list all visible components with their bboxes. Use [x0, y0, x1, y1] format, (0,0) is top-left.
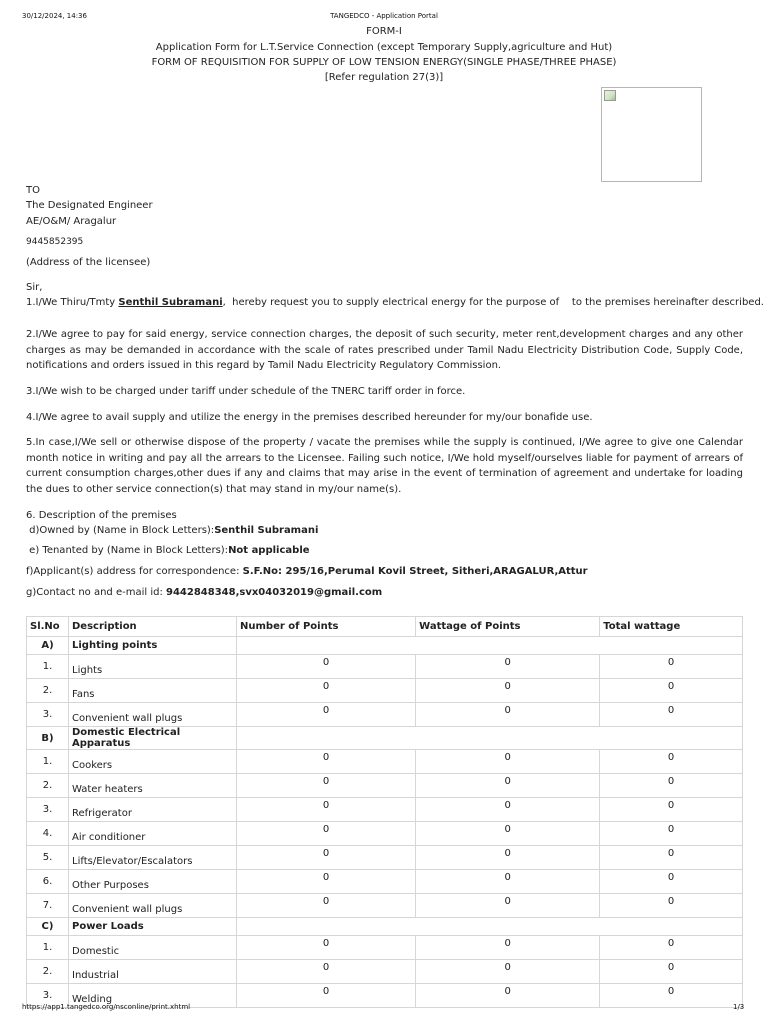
owned-by [26, 523, 318, 539]
col-total-wattage: Total wattage [600, 617, 743, 637]
address-to: TO [26, 185, 40, 196]
print-datetime: 30/12/2024, 14:36 [22, 12, 87, 20]
row-description: Cookers [69, 750, 237, 774]
row-total-wattage: 0 [600, 984, 743, 1008]
table-row [27, 798, 743, 822]
form-title: Application Form for L.T.Service Connection (except Temporary Supply,agriculture and Hut) [155, 42, 613, 53]
row-number-of-points: 0 [237, 960, 416, 984]
print-url: https://app1.tangedco.org/nsconline/print.xhtml [22, 1003, 191, 1011]
row-slno: 1. [27, 936, 69, 960]
row-description: Lights [69, 655, 237, 679]
row-number-of-points: 0 [237, 936, 416, 960]
row-slno: 3. [27, 703, 69, 727]
table-group-row [27, 637, 743, 655]
table-row [27, 679, 743, 703]
table-group-row [27, 918, 743, 936]
row-description: Lifts/Elevator/Escalators [69, 846, 237, 870]
row-total-wattage: 0 [600, 703, 743, 727]
table-row [27, 655, 743, 679]
row-total-wattage: 0 [600, 894, 743, 918]
row-slno: 2. [27, 679, 69, 703]
print-page-number: 1/3 [733, 1003, 745, 1011]
row-wattage-of-points: 0 [416, 774, 600, 798]
group-empty-cell [237, 918, 743, 936]
row-total-wattage: 0 [600, 870, 743, 894]
row-number-of-points: 0 [237, 846, 416, 870]
col-wattage-of-points: Wattage of Points [416, 617, 600, 637]
request-prefix: 1.I/We Thiru/Tmty [26, 297, 119, 308]
row-number-of-points: 0 [237, 894, 416, 918]
table-row [27, 894, 743, 918]
correspondence-address [26, 564, 588, 580]
row-description: Industrial [69, 960, 237, 984]
agreement-paragraph: 2.I/We agree to pay for said energy, service connection charges, the deposit of such security, meter rent,development charges and any other charges as may be demanded in accordance with the scale of rates prescribed under Tamil Nadu Electricity Distribution Code, Supply Code, notifications and orders issued in this regard by Tamil Nadu Electricity Regulatory Commission. [26, 329, 743, 371]
table-row [27, 750, 743, 774]
row-description: Water heaters [69, 774, 237, 798]
table-header-row [27, 617, 743, 637]
row-number-of-points: 0 [237, 984, 416, 1008]
row-number-of-points: 0 [237, 679, 416, 703]
row-slno: 2. [27, 774, 69, 798]
row-wattage-of-points: 0 [416, 846, 600, 870]
address-designation: The Designated Engineer [26, 200, 153, 211]
owned-label: d)Owned by (Name in Block Letters): [26, 525, 215, 536]
row-number-of-points: 0 [237, 703, 416, 727]
contact-info [26, 585, 382, 601]
row-number-of-points: 0 [237, 798, 416, 822]
row-wattage-of-points: 0 [416, 750, 600, 774]
col-slno: Sl.No [27, 617, 69, 637]
col-description: Description [69, 617, 237, 637]
table-row [27, 870, 743, 894]
tenant-label: e) Tenanted by (Name in Block Letters): [26, 545, 229, 556]
col-number-of-points: Number of Points [237, 617, 416, 637]
row-slno: 7. [27, 894, 69, 918]
row-slno: 3. [27, 798, 69, 822]
row-wattage-of-points: 0 [416, 936, 600, 960]
contact-value: 9442848348,svx04032019@gmail.com [166, 587, 383, 598]
form-regulation: [Refer regulation 27(3)] [324, 72, 444, 83]
table-row [27, 774, 743, 798]
group-title: Domestic Electrical Apparatus [69, 727, 237, 750]
row-wattage-of-points: 0 [416, 822, 600, 846]
row-total-wattage: 0 [600, 655, 743, 679]
row-slno: 3. [27, 984, 69, 1008]
row-wattage-of-points: 0 [416, 870, 600, 894]
row-wattage-of-points: 0 [416, 655, 600, 679]
group-empty-cell [237, 637, 743, 655]
row-description: Fans [69, 679, 237, 703]
tenant-value: Not applicable [228, 545, 310, 556]
row-wattage-of-points: 0 [416, 798, 600, 822]
row-description: Welding [69, 984, 237, 1008]
row-description: Convenient wall plugs [69, 703, 237, 727]
tenanted-by [26, 543, 310, 559]
row-slno: 2. [27, 960, 69, 984]
salutation: Sir, [26, 282, 43, 293]
group-title: Power Loads [69, 918, 237, 936]
table-group-row [27, 727, 743, 750]
group-title: Lighting points [69, 637, 237, 655]
row-total-wattage: 0 [600, 774, 743, 798]
row-description: Other Purposes [69, 870, 237, 894]
print-page-title: TANGEDCO - Application Portal [330, 12, 438, 20]
address-label: f)Applicant(s) address for correspondence: [26, 566, 243, 577]
notice-paragraph: 5.In case,I/We sell or otherwise dispose of the property / vacate the premises while the supply is continued, I/We agree to give one Calendar month notice in writing and pay all the arrears to the Licensee. Failing such notice, I/We hold myself/ourselves liable for payment of arrears of current consumption charges,other dues if any and claims that may arise in the event of termination of agreement and undertake for loading the dues to other service connection(s) that may stand in my/our name(s). [26, 437, 743, 495]
table-row [27, 846, 743, 870]
form-subtitle: FORM OF REQUISITION FOR SUPPLY OF LOW TENSION ENERGY(SINGLE PHASE/THREE PHASE) [151, 57, 617, 68]
row-description: Domestic [69, 936, 237, 960]
row-number-of-points: 0 [237, 870, 416, 894]
row-number-of-points: 0 [237, 750, 416, 774]
bonafide-paragraph: 4.I/We agree to avail supply and utilize the energy in the premises described hereunder for my/our bonafide use. [26, 412, 593, 423]
row-number-of-points: 0 [237, 774, 416, 798]
row-slno: 5. [27, 846, 69, 870]
contact-label: g)Contact no and e-mail id: [26, 587, 166, 598]
row-wattage-of-points: 0 [416, 984, 600, 1008]
premises-heading: 6. Description of the premises [26, 510, 177, 521]
row-total-wattage: 0 [600, 679, 743, 703]
owned-value: Senthil Subramani [214, 525, 319, 536]
group-code: A) [27, 637, 69, 655]
row-description: Convenient wall plugs [69, 894, 237, 918]
row-total-wattage: 0 [600, 798, 743, 822]
group-code: B) [27, 727, 69, 750]
form-number: FORM-I [366, 26, 402, 37]
row-number-of-points: 0 [237, 655, 416, 679]
row-wattage-of-points: 0 [416, 703, 600, 727]
broken-image-icon [604, 90, 616, 101]
row-slno: 4. [27, 822, 69, 846]
address-value: S.F.No: 295/16,Perumal Kovil Street, Sitheri,ARAGALUR,Attur [242, 566, 588, 577]
request-paragraph [26, 295, 764, 311]
row-total-wattage: 0 [600, 936, 743, 960]
group-code: C) [27, 918, 69, 936]
row-wattage-of-points: 0 [416, 960, 600, 984]
row-wattage-of-points: 0 [416, 894, 600, 918]
row-slno: 1. [27, 655, 69, 679]
row-description: Air conditioner [69, 822, 237, 846]
tariff-paragraph: 3.I/We wish to be charged under tariff under schedule of the TNERC tariff order in force. [26, 386, 466, 397]
applicant-name: Senthil Subramani [118, 297, 223, 308]
row-total-wattage: 0 [600, 846, 743, 870]
table-row [27, 822, 743, 846]
row-slno: 6. [27, 870, 69, 894]
table-body [27, 637, 743, 1008]
row-total-wattage: 0 [600, 750, 743, 774]
address-phone: 9445852395 [26, 237, 84, 247]
table-row [27, 936, 743, 960]
row-total-wattage: 0 [600, 822, 743, 846]
address-office: AE/O&M/ Aragalur [26, 216, 117, 227]
request-suffix: , hereby request you to supply electrical energy for the purpose of to the premises hereinafter described. [222, 297, 764, 308]
row-wattage-of-points: 0 [416, 679, 600, 703]
address-note: (Address of the licensee) [26, 257, 151, 268]
table-row [27, 703, 743, 727]
connected-load-table [26, 616, 743, 1008]
row-number-of-points: 0 [237, 822, 416, 846]
applicant-photo [601, 87, 702, 182]
row-slno: 1. [27, 750, 69, 774]
group-empty-cell [237, 727, 743, 750]
row-description: Refrigerator [69, 798, 237, 822]
row-total-wattage: 0 [600, 960, 743, 984]
table-row [27, 960, 743, 984]
